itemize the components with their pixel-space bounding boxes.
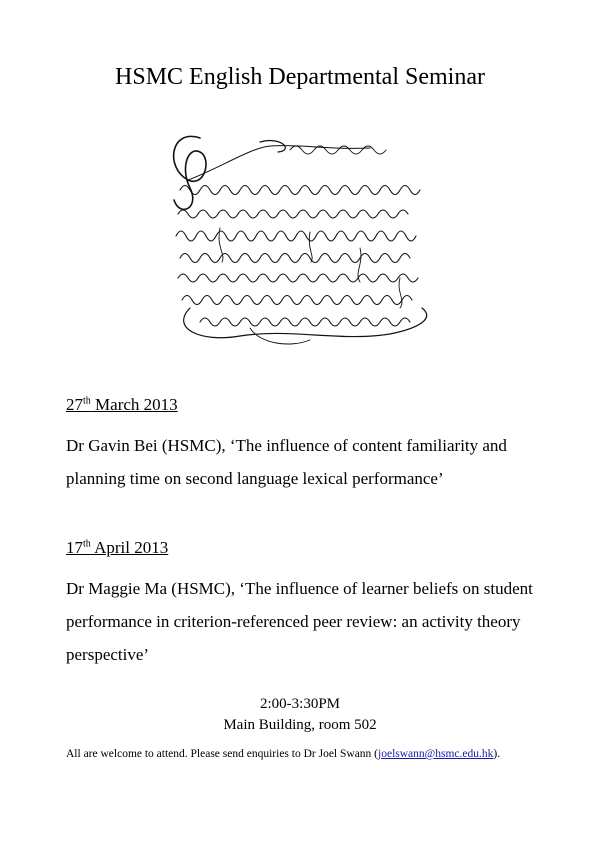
event-item: [66, 394, 546, 495]
event-venue: Main Building, room 502: [223, 717, 377, 733]
event-description: Dr Gavin Bei (HSMC), ‘The influence of content familiarity and planning time on second language lexical performance’: [66, 436, 507, 488]
event-time: 2:00-3:30PM: [259, 696, 340, 712]
event-date: 17th April 2013: [66, 538, 169, 557]
page-title: HSMC English Departmental Seminar: [115, 64, 485, 90]
event-item: [66, 537, 546, 671]
email-link[interactable]: joelswann@hsmc.edu.hk: [378, 748, 494, 760]
event-date: 27th March 2013: [66, 395, 178, 414]
calligraphy-image: [160, 128, 444, 360]
event-description: Dr Maggie Ma (HSMC), ‘The influence of learner beliefs on student performance in criterion-referenced peer review: an activity theory perspective’: [66, 579, 533, 664]
time-venue-block: [0, 694, 600, 736]
footer-note: All are welcome to attend. Please send enquiries to Dr Joel Swann (joelswann@hsmc.edu.hk).: [66, 748, 501, 760]
